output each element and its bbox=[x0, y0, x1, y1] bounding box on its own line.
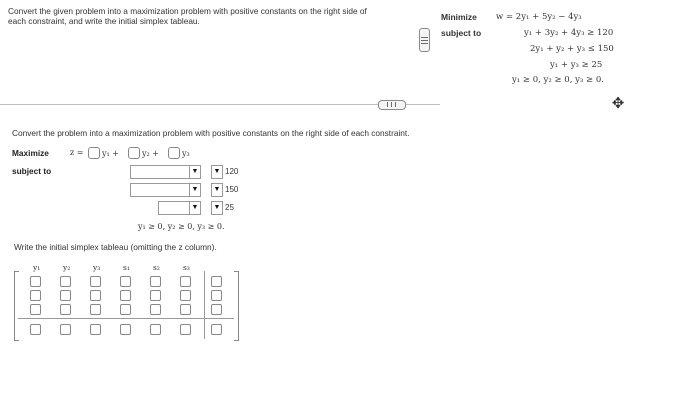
tableau-cell-r2-c4[interactable] bbox=[120, 290, 131, 301]
tableau-cell-r4-c4[interactable] bbox=[120, 324, 131, 335]
tableau-cell-r2-c1[interactable] bbox=[30, 290, 41, 301]
subject-to-label: subject to bbox=[441, 28, 482, 38]
constraint-3: y₁ + y₃ ≥ 25 bbox=[550, 60, 603, 70]
tableau-cell-r2-c3[interactable] bbox=[90, 290, 101, 301]
convert-question: Convert the problem into a maximization problem with positive constants on the right side of each constraint. bbox=[12, 128, 410, 138]
constraint-3-rhs: 25 bbox=[225, 203, 234, 212]
term-y3: y₃ bbox=[182, 149, 190, 158]
constraint-2: 2y₁ + y₂ + y₃ ≤ 150 bbox=[530, 44, 614, 54]
panel-resize-handle[interactable] bbox=[419, 28, 430, 52]
tableau-question: Write the initial simplex tableau (omitting the z column). bbox=[14, 242, 217, 252]
term-y2: y₂ + bbox=[142, 149, 159, 158]
expand-handle[interactable] bbox=[378, 100, 406, 110]
move-icon[interactable]: ✥ bbox=[611, 95, 625, 112]
tableau-cell-r1-c5[interactable] bbox=[150, 276, 161, 287]
constraint-2-rhs-dropdown[interactable]: ▼ bbox=[211, 183, 223, 197]
constraint-1-lhs-input[interactable] bbox=[130, 165, 190, 179]
tableau-cell-r3-c3[interactable] bbox=[90, 304, 101, 315]
tableau-cell-r3-c5[interactable] bbox=[150, 304, 161, 315]
tableau-cell-r3-c7[interactable] bbox=[211, 304, 222, 315]
constraint-2-sign-dropdown[interactable]: ▼ bbox=[189, 183, 201, 197]
tableau-cell-r2-c2[interactable] bbox=[60, 290, 71, 301]
z-equals: z = bbox=[70, 148, 84, 157]
section-divider bbox=[0, 104, 440, 105]
tableau-cell-r1-c1[interactable] bbox=[30, 276, 41, 287]
tableau-cell-r4-c5[interactable] bbox=[150, 324, 161, 335]
minimize-label: Minimize bbox=[441, 12, 477, 22]
constraint-3-rhs-dropdown[interactable]: ▼ bbox=[211, 201, 223, 215]
tableau-cell-r4-c3[interactable] bbox=[90, 324, 101, 335]
term-y1: y₁ + bbox=[102, 149, 119, 158]
tableau-cell-r1-c7[interactable] bbox=[211, 276, 222, 287]
constraint-1: y₁ + 3y₂ + 4y₃ ≥ 120 bbox=[524, 28, 614, 38]
nonnegativity-constraint-2: y₁ ≥ 0, y₂ ≥ 0, y₃ ≥ 0. bbox=[138, 222, 225, 231]
header-s3: s₃ bbox=[183, 263, 190, 272]
header-s2: s₂ bbox=[153, 263, 160, 272]
header-y2: y₂ bbox=[63, 263, 71, 272]
prompt-text bbox=[8, 6, 408, 26]
tableau-cell-r3-c4[interactable] bbox=[120, 304, 131, 315]
tableau-bracket-right bbox=[234, 271, 239, 341]
constraint-1-sign-dropdown[interactable]: ▼ bbox=[189, 165, 201, 179]
constraint-3-sign-dropdown[interactable]: ▼ bbox=[189, 201, 201, 215]
tableau-cell-r3-c1[interactable] bbox=[30, 304, 41, 315]
prompt-line-1: Convert the given problem into a maximization problem with positive constants on the right side of bbox=[8, 6, 367, 16]
nonnegativity-constraint: y₁ ≥ 0, y₂ ≥ 0, y₃ ≥ 0. bbox=[512, 75, 604, 85]
tableau-cell-r3-c6[interactable] bbox=[180, 304, 191, 315]
coef-y3-input[interactable] bbox=[168, 147, 180, 159]
tableau-cell-r1-c2[interactable] bbox=[60, 276, 71, 287]
tableau-cell-r1-c4[interactable] bbox=[120, 276, 131, 287]
header-y1: y₁ bbox=[33, 263, 41, 272]
tableau-objective-separator bbox=[18, 318, 234, 319]
tableau-rhs-separator bbox=[204, 271, 205, 339]
tableau-bracket-left bbox=[14, 271, 19, 341]
header-y3: y₃ bbox=[93, 263, 101, 272]
tableau-cell-r2-c7[interactable] bbox=[211, 290, 222, 301]
maximize-label: Maximize bbox=[12, 148, 49, 158]
coef-y1-input[interactable] bbox=[88, 147, 100, 159]
tableau-cell-r2-c5[interactable] bbox=[150, 290, 161, 301]
objective-function: w = 2y₁ + 5y₂ − 4y₃ bbox=[496, 12, 582, 22]
tableau-cell-r4-c7[interactable] bbox=[211, 324, 222, 335]
prompt-line-2: each constraint, and write the initial simplex tableau. bbox=[8, 16, 200, 26]
tableau-cell-r4-c6[interactable] bbox=[180, 324, 191, 335]
constraint-3-lhs-input[interactable] bbox=[158, 201, 190, 215]
constraint-2-lhs-input[interactable] bbox=[130, 183, 190, 197]
tableau-cell-r4-c1[interactable] bbox=[30, 324, 41, 335]
tableau-cell-r1-c3[interactable] bbox=[90, 276, 101, 287]
coef-y2-input[interactable] bbox=[128, 147, 140, 159]
tableau-cell-r3-c2[interactable] bbox=[60, 304, 71, 315]
tableau-cell-r1-c6[interactable] bbox=[180, 276, 191, 287]
constraint-1-rhs-dropdown[interactable]: ▼ bbox=[211, 165, 223, 179]
subject-to-label-2: subject to bbox=[12, 166, 52, 176]
constraint-1-rhs: 120 bbox=[225, 167, 239, 176]
tableau-cell-r2-c6[interactable] bbox=[180, 290, 191, 301]
header-s1: s₁ bbox=[123, 263, 130, 272]
tableau-cell-r4-c2[interactable] bbox=[60, 324, 71, 335]
constraint-2-rhs: 150 bbox=[225, 185, 239, 194]
